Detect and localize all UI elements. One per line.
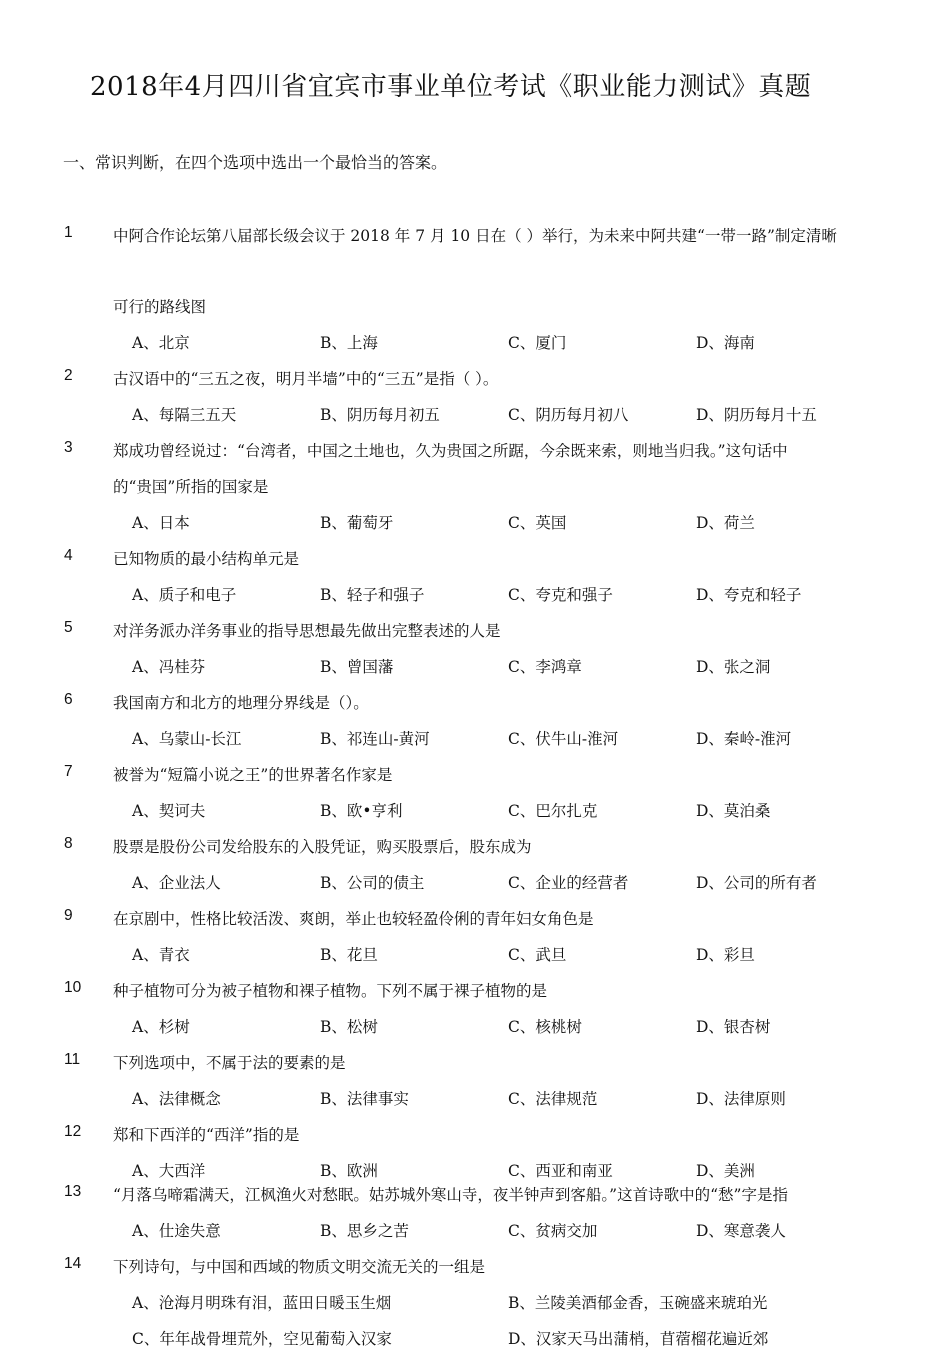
option-b: B、阴历每月初五 [320, 406, 440, 424]
option-a: A、每隔三五天 [132, 406, 237, 424]
option-d: D、荷兰 [696, 514, 755, 532]
question-text: 已知物质的最小结构单元是 [113, 550, 300, 568]
option-c: C、厦门 [508, 334, 567, 352]
option-a: A、沧海月明珠有泪，蓝田日暖玉生烟 [132, 1294, 392, 1312]
question-number: 12 [64, 1123, 82, 1140]
question-number: 9 [64, 907, 73, 924]
option-d: D、汉家天马出蒲梢，苜蓿榴花遍近郊 [508, 1330, 769, 1348]
option-a: A、质子和电子 [132, 586, 237, 604]
option-a: A、法律概念 [132, 1090, 221, 1108]
option-c: C、西亚和南亚 [508, 1162, 613, 1180]
option-d: D、阴历每月十五 [696, 406, 817, 424]
question-text: 股票是股份公司发给股东的入股凭证，购买股票后，股东成为 [113, 838, 532, 856]
option-a: A、青衣 [132, 946, 190, 964]
question-number: 1 [64, 224, 73, 241]
option-d: D、夸克和轻子 [696, 586, 802, 604]
option-a: A、北京 [132, 334, 190, 352]
question-text: 古汉语中的“三五之夜，明月半墙”中的“三五”是指（ ）。 [113, 370, 499, 388]
option-d: D、莫泊桑 [696, 802, 771, 820]
option-b: B、曾国藩 [320, 658, 394, 676]
option-b: B、欧•亨利 [320, 802, 403, 820]
option-c: C、武旦 [508, 946, 567, 964]
question-number: 14 [64, 1255, 82, 1272]
question-text: 被誉为“短篇小说之王”的世界著名作家是 [113, 766, 393, 784]
option-c: C、年年战骨埋荒外，空见葡萄入汉家 [132, 1330, 392, 1348]
option-c: C、贫病交加 [508, 1222, 598, 1240]
option-a: A、仕途失意 [132, 1222, 221, 1240]
question-text: 下列诗句，与中国和西域的物质文明交流无关的一组是 [113, 1258, 486, 1276]
question-number: 5 [64, 619, 73, 636]
section-heading: 一、常识判断，在四个选项中选出一个最恰当的答案。 [63, 153, 448, 172]
option-b: B、法律事实 [320, 1090, 409, 1108]
option-b: B、祁连山-黄河 [320, 730, 430, 748]
option-a: A、冯桂芬 [132, 658, 206, 676]
option-d: D、海南 [696, 334, 755, 352]
option-c: C、巴尔扎克 [508, 802, 598, 820]
option-a: A、杉树 [132, 1018, 190, 1036]
question-text: 我国南方和北方的地理分界线是（）。 [113, 694, 369, 712]
question-text: “月落乌啼霜满天，江枫渔火对愁眠。姑苏城外寒山寺，夜半钟声到客船。”这首诗歌中的“愁”字是指 [113, 1186, 788, 1204]
option-a: A、契诃夫 [132, 802, 206, 820]
option-a: A、大西洋 [132, 1162, 206, 1180]
question-text: 下列选项中，不属于法的要素的是 [113, 1054, 346, 1072]
question-number: 4 [64, 547, 73, 564]
option-d: D、彩旦 [696, 946, 755, 964]
option-c: C、法律规范 [508, 1090, 598, 1108]
option-c: C、夸克和强子 [508, 586, 613, 604]
option-d: D、银杏树 [696, 1018, 771, 1036]
option-b: B、上海 [320, 334, 378, 352]
option-a: A、日本 [132, 514, 190, 532]
question-number: 7 [64, 763, 73, 780]
option-c: C、英国 [508, 514, 567, 532]
question-number: 3 [64, 439, 73, 456]
option-d: D、公司的所有者 [696, 874, 817, 892]
question-text: 对洋务派办洋务事业的指导思想最先做出完整表述的人是 [113, 622, 501, 640]
option-b: B、花旦 [320, 946, 378, 964]
question-number: 13 [64, 1183, 82, 1200]
question-text: 郑和下西洋的“西洋”指的是 [113, 1126, 300, 1144]
option-b: B、轻子和强子 [320, 586, 425, 604]
option-b: B、公司的债主 [320, 874, 425, 892]
option-c: C、核桃树 [508, 1018, 582, 1036]
question-number: 11 [64, 1051, 81, 1068]
option-c: C、李鸿章 [508, 658, 582, 676]
option-b: B、松树 [320, 1018, 378, 1036]
question-number: 2 [64, 367, 73, 384]
option-c: C、企业的经营者 [508, 874, 629, 892]
question-number: 10 [64, 979, 82, 996]
option-d: D、寒意袭人 [696, 1222, 786, 1240]
option-b: B、葡萄牙 [320, 514, 394, 532]
question-text-continued: 的“贵国”所指的国家是 [113, 478, 269, 496]
option-c: C、伏牛山-淮河 [508, 730, 619, 748]
question-text: 郑成功曾经说过：“台湾者，中国之土地也，久为贵国之所踞，今余既来索，则地当归我。”这句话中 [113, 442, 788, 460]
option-d: D、张之洞 [696, 658, 771, 676]
option-d: D、法律原则 [696, 1090, 786, 1108]
page-title: 2018年4月四川省宜宾市事业单位考试《职业能力测试》真题 [90, 72, 812, 102]
question-number: 8 [64, 835, 73, 852]
question-text: 在京剧中，性格比较活泼、爽朗，举止也较轻盈伶俐的青年妇女角色是 [113, 910, 594, 928]
option-b: B、兰陵美酒郁金香，玉碗盛来琥珀光 [508, 1294, 768, 1312]
option-b: B、思乡之苦 [320, 1222, 409, 1240]
option-d: D、秦岭-淮河 [696, 730, 792, 748]
option-c: C、阴历每月初八 [508, 406, 629, 424]
option-b: B、欧洲 [320, 1162, 378, 1180]
question-text: 种子植物可分为被子植物和裸子植物。下列不属于裸子植物的是 [113, 982, 548, 1000]
option-d: D、美洲 [696, 1162, 755, 1180]
question-number: 6 [64, 691, 73, 708]
question-text-continued: 可行的路线图 [113, 298, 207, 316]
option-a: A、企业法人 [132, 874, 221, 892]
option-a: A、乌蒙山-长江 [132, 730, 242, 748]
question-text: 中阿合作论坛第八届部长级会议于 2018 年 7 月 10 日在（ ）举行，为未来中阿共建“一带一路”制定清晰 [113, 227, 837, 245]
